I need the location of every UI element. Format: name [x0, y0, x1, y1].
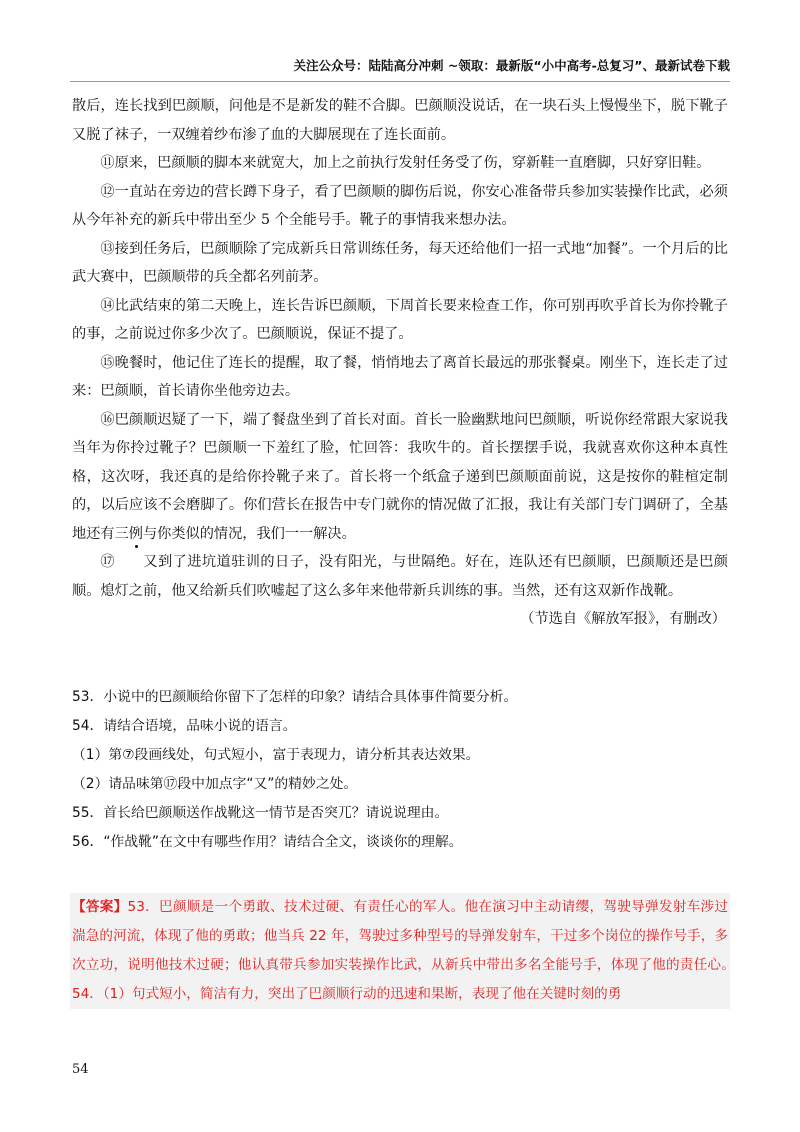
story-paragraph-12: ⑫一直站在旁边的营长蹲下身子，看了巴颜顺的脚伤后说，你安心准备带兵参加实装操作比武，必须从今年补充的新兵中带出至少 5 个全能号手。靴子的事情我来想办法。: [72, 183, 728, 228]
story-paragraph-17: [72, 548, 728, 605]
paragraph-17-number: ⑰: [100, 554, 116, 570]
answer-label: 【答案】: [72, 899, 128, 915]
answer-box: [70, 893, 756, 1009]
answer-body: 53．巴颜顺是一个勇敢、技术过硬、有责任心的军人。他在演习中主动请缨，驾驶导弹发射车涉过湍急的河流，体现了他的勇敢；他当兵 22 年，驾驶过多种型号的导弹发射车，干过多个岗位的操作号手，多次立功，说明他技术过硬；他认真带兵参加实装操作比武，从新兵中带出多名全能号手，体现了他的责任心。 54．（1）句式短小，简洁有力，突出了巴颜顺行动的迅速和果断，表现了他在关键时刻的勇: [72, 899, 756, 1002]
story-excerpt: [72, 92, 728, 634]
question-53: 53．小说中的巴颜顺给你留下了怎样的印象？请结合具体事件简要分析。: [72, 689, 518, 705]
question-54: 54．请结合语境，品味小说的语言。: [72, 718, 297, 734]
answer-text: [70, 893, 756, 1009]
story-paragraph-14: ⑭比武结束的第二天晚上，连长告诉巴颜顺，下周首长要来检查工作，你可别再吹乎首长为你拎靴子的事，之前说过你多少次了。巴颜顺说，保证不提了。: [72, 297, 728, 342]
page-number: 54: [72, 1062, 89, 1077]
header-divider: [70, 81, 730, 82]
story-paragraph-13: ⑬接到任务后，巴颜顺除了完成新兵日常训练任务，每天还给他们一招一式地“加餐”。一个月后的比武大赛中，巴颜顺带的兵全都名列前茅。: [72, 240, 728, 285]
story-paragraph-16: ⑯巴颜顺迟疑了一下，端了餐盘坐到了首长对面。首长一脸幽默地问巴颜顺，听说你经常跟大家说我当年为你拎过靴子？巴颜顺一下羞红了脸，忙回答：我吹牛的。首长摆摆手说，我就喜欢你这种本真性格，这次呀，我还真的是给你拎靴子来了。首长将一个纸盒子递到巴颜顺面前说，这是按你的鞋楦定制的，以后应该不会磨脚了。你们营长在报告中专门就你的情况做了汇报，我让有关部门专门调研了，全基地还有三例与你类似的情况，我们一一解决。: [72, 411, 728, 542]
paragraph-17-text: 到了进坑道驻训的日子，没有阳光，与世隔绝。好在，连队还有巴颜顺，巴颜顺还是巴颜顺。熄灯之前，他又给新兵们吹嘘起了这么多年来他带新兵训练的事。当然，还有这双新作战靴。: [72, 554, 728, 599]
question-list: [72, 683, 728, 857]
question-55: 55．首长给巴颜顺送作战靴这一情节是否突兀？请说说理由。: [72, 805, 449, 821]
question-54-part-1: （1）第⑦段画线处，句式短小，富于表现力，请分析其表达效果。: [72, 747, 480, 763]
story-paragraph-continued: 散后，连长找到巴颜顺，问他是不是新发的鞋不合脚。巴颜顺没说话，在一块石头上慢慢坐下，脱下靴子又脱了袜子，一双缠着纱布渗了血的大脚展现在了连长面前。: [72, 98, 728, 143]
source-citation: （节选自《解放军报》，有删改）: [520, 611, 726, 627]
question-54-part-2: （2）请品味第⑰段中加点字“又”的精妙之处。: [72, 776, 358, 792]
emphasis-dotted-character: 又: [115, 548, 158, 577]
question-56: 56．“作战靴”在文中有哪些作用？请结合全文，谈谈你的理解。: [72, 834, 463, 850]
story-paragraph-15: ⑮晚餐时，他记住了连长的提醒，取了餐，悄悄地去了离首长最远的那张餐桌。刚坐下，连长走了过来：巴颜顺，首长请你坐他旁边去。: [72, 354, 728, 399]
page-header: 关注公众号：陆陆高分冲刺 ~领取：最新版“小中高考-总复习”、最新试卷下载: [293, 58, 730, 73]
story-paragraph-11: ⑪原来，巴颜顺的脚本来就宽大，加上之前执行发射任务受了伤，穿新鞋一直磨脚，只好穿旧鞋。: [100, 155, 711, 171]
